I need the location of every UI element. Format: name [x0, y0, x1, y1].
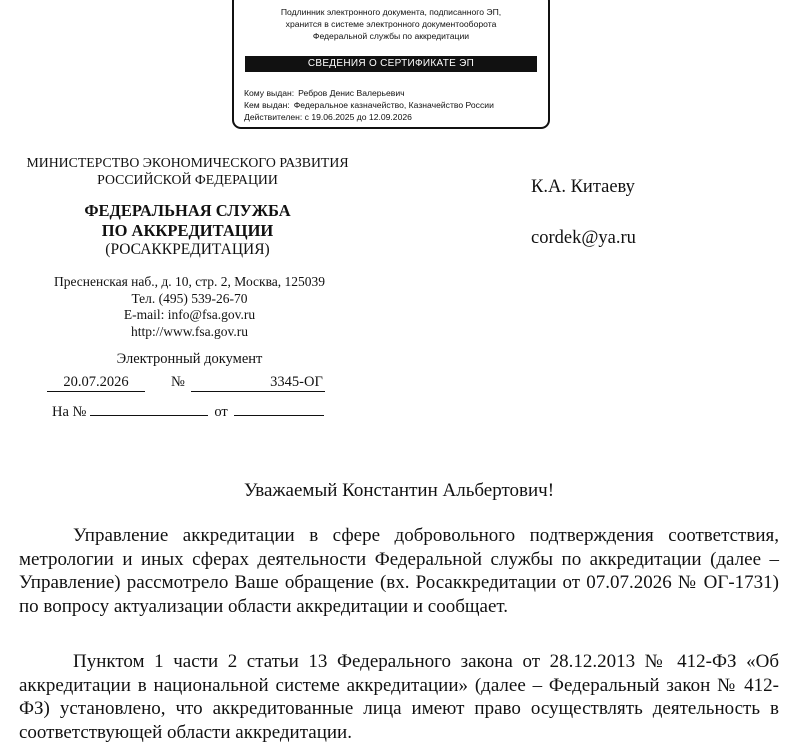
document-date: 20.07.2026: [47, 375, 145, 392]
certificate-info-bar: СВЕДЕНИЯ О СЕРТИФИКАТЕ ЭП: [245, 56, 537, 72]
agency-line-2: ПО АККРЕДИТАЦИИ: [101, 221, 274, 240]
issued-by-value: Федеральное казначейство, Казначейство России: [293, 100, 494, 110]
agency-contacts: [12, 274, 367, 341]
validity-row: Действителен: с 19.06.2025 до 12.09.2026: [244, 112, 412, 122]
registration-line: [47, 373, 325, 392]
ministry-name: [10, 154, 365, 188]
agency-line-1: ФЕДЕРАЛЬНАЯ СЛУЖБА: [84, 201, 291, 220]
paragraph-2: Пунктом 1 части 2 статьи 13 Федерального закона от 28.12.2013 № 412-ФЗ «Об аккредитации в национальной системе аккредитации» (далее – Федеральный закон № 412-ФЗ) установлено, что аккредитованные лица имеют право осуществлять деятельность в соответствующей области аккредитации.: [19, 651, 779, 744]
issued-by-label: Кем выдан:: [244, 100, 290, 110]
issued-by-row: [244, 99, 542, 111]
on-number-label: На №: [52, 404, 87, 420]
recipient-email: cordek@ya.ru: [531, 228, 636, 248]
document-type-label: Электронный документ: [116, 351, 263, 367]
number-sign: №: [171, 374, 185, 390]
agency-address: Пресненская наб., д. 10, стр. 2, Москва, 125039: [53, 274, 326, 289]
stamp-notice: [234, 6, 548, 42]
paragraph-1: Управление аккредитации в сфере добровольного подтверждения соответствия, метрологии и иных сферах деятельности Федеральной службы по аккредитации (далее – Управление) рассмотрело Ваше обращение (вх. Росаккредитации от 07.07.2026 № ОГ-1731) по вопросу актуализации области аккредитации и сообщает.: [19, 525, 779, 618]
agency-phone: Тел. (495) 539-26-70: [131, 290, 248, 306]
agency-website: http://www.fsa.gov.ru: [130, 324, 249, 340]
reference-line: [52, 399, 324, 421]
stamp-line-1: Подлинник электронного документа, подписанного ЭП,: [280, 7, 502, 17]
greeting: Уважаемый Константин Альбертович!: [243, 480, 555, 501]
ministry-line-1: МИНИСТЕРСТВО ЭКОНОМИЧЕСКОГО РАЗВИТИЯ: [26, 155, 349, 170]
issued-to-row: [244, 87, 542, 99]
agency-abbreviation: (РОСАККРЕДИТАЦИЯ): [105, 241, 270, 258]
agency-email: E-mail: info@fsa.gov.ru: [123, 307, 256, 323]
agency-name: [10, 201, 365, 241]
stamp-line-2: хранится в системе электронного документооборота: [285, 19, 497, 29]
stamp-line-3: Федеральной службы по аккредитации: [312, 31, 470, 41]
issued-to-value: Ребров Денис Валерьевич: [298, 88, 405, 98]
from-date-blank: [234, 399, 324, 416]
issued-to-label: Кому выдан:: [244, 88, 295, 98]
recipient-name: К.А. Китаеву: [531, 177, 635, 197]
on-number-blank: [90, 399, 208, 416]
from-label: от: [214, 404, 228, 420]
ministry-line-2: РОССИЙСКОЙ ФЕДЕРАЦИИ: [97, 172, 278, 187]
certificate-details: [244, 87, 542, 123]
document-number: 3345-ОГ: [191, 375, 325, 392]
e-signature-stamp: [232, 0, 550, 129]
